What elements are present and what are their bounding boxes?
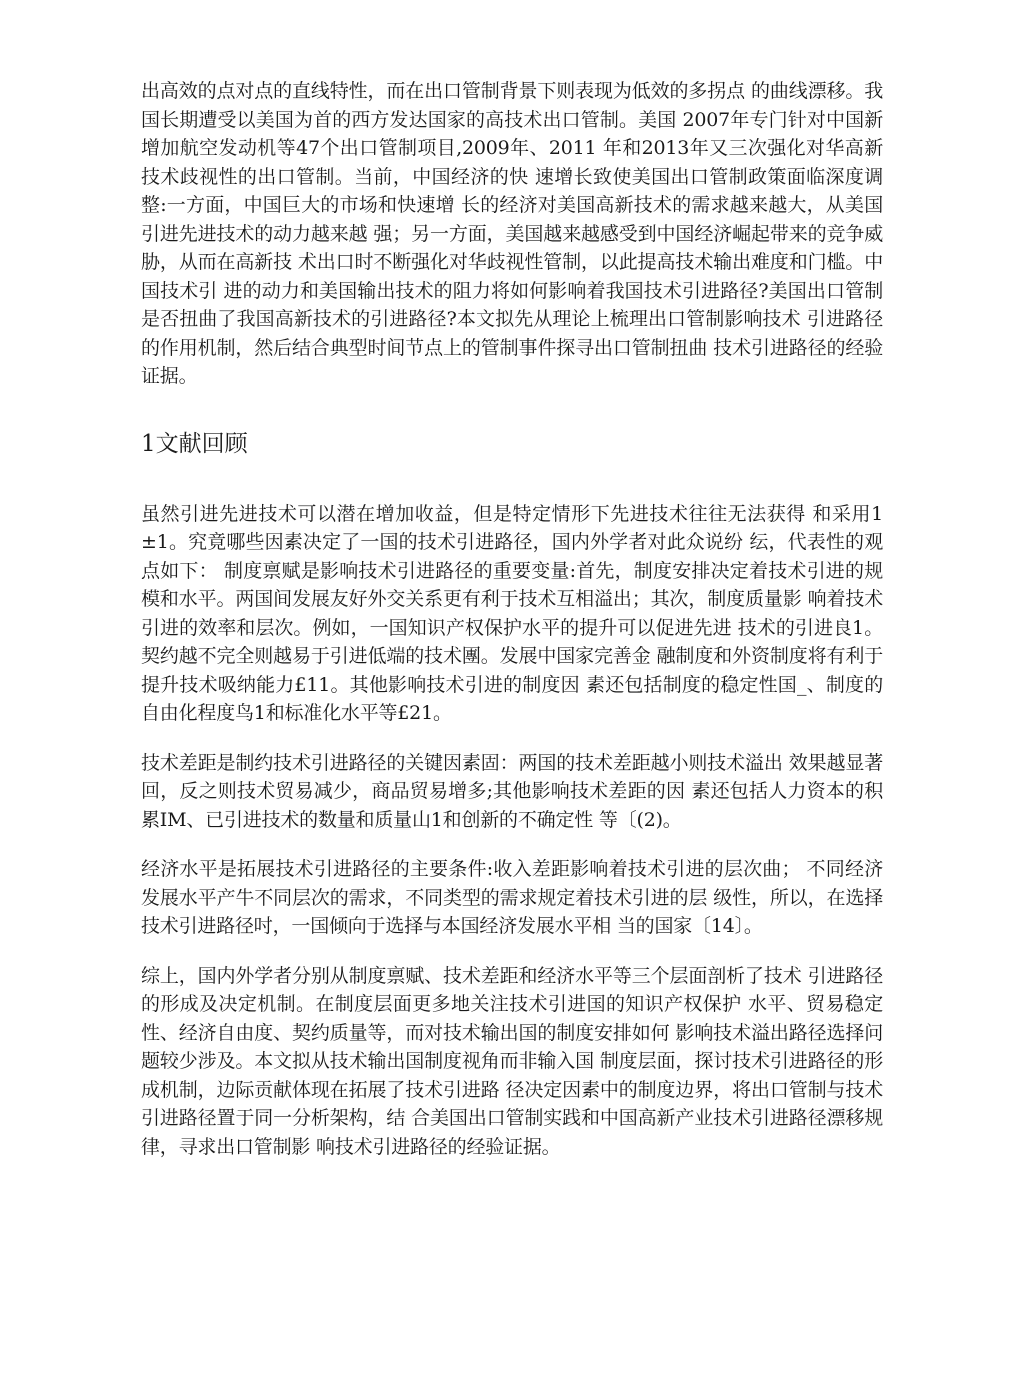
- intro-paragraph: 出高效的点对点的直线特性，而在出口管制背景下则表现为低效的多拐点 的曲线漂移。我国长期遭受以美国为首的西方发达国家的高技术出口管制。美国 2007年专门针对中国新增加航空发动机等47个出口管制项目,2009年、2011 年和2013年又三次强化对华高新技术歧视性的出口管制。当前，中国经济的快 速增长致使美国出口管制政策面临深度调整:一方面，中国巨大的市场和快速增 长的经济对美国高新技术的需求越来越大，从美国引进先进技术的动力越来越 强；另一方面，美国越来越感受到中国经济崛起带来的竞争威胁，从而在高新技 术出口时不断强化对华歧视性管制，以此提高技术输出难度和门槛。中国技术引 进的动力和美国输出技术的阻力将如何影响着我国技术引进路径?美国出口管制 是否扭曲了我国高新技术的引进路径?本文拟先从理论上梳理出口管制影响技术 引进路径的作用机制，然后结合典型时间节点上的管制事件探寻出口管制扭曲 技术引进路径的经验证据。: [141, 80, 883, 387]
- section-heading: 1文献回顾: [141, 430, 248, 457]
- body-paragraph-2: 技术差距是制约技术引进路径的关键因素固：两国的技术差距越小则技术溢出 效果越显著回，反之则技术贸易减少，商品贸易增多;其他影响技术差距的因 素还包括人力资本的积累IM、已引进技术的数量和质量山1和创新的不确定性 等〔(2)。: [141, 751, 883, 831]
- document-page: [141, 77, 883, 1161]
- body-paragraph-1: 虽然引进先进技术可以潜在增加收益，但是特定情形下先进技术往往无法获得 和采用1±1。究竟哪些因素决定了一国的技术引进路径，国内外学者对此众说纷 纭，代表性的观点如下： 制度禀赋是影响技术引进路径的重要变量:首先，制度安排决定着技术引进的规 模和水平。两国间发展友好外交关系更有利于技术互相溢出；其次，制度质量影 响着技术引进的效率和层次。例如，一国知识产权保护水平的提升可以促进先进 技术的引进良1。契约越不完全则越易于引进低端的技术團。发展中国家完善金 融制度和外资制度将有利于提升技术吸纳能力£11。其他影响技术引进的制度因 素还包括制度的稳定性国_、制度的自由化程度鸟1和标准化水平等£21。: [141, 502, 883, 724]
- body-paragraph-4: 综上，国内外学者分别从制度禀赋、技术差距和经济水平等三个层面剖析了技术 引进路径的形成及决定机制。在制度层面更多地关注技术引进国的知识产权保护 水平、贸易稳定性、经济自由度、契约质量等，而对技术输出国的制度安排如何 影响技术溢出路径选择问题较少涉及。本文拟从技术输出国制度视角而非输入国 制度层面，探讨技术引进路径的形成机制，边际贡献体现在拓展了技术引进路 径决定因素中的制度边界，将出口管制与技术引进路径置于同一分析架构，结 合美国出口管制实践和中国高新产业技术引进路径漂移规律，寻求出口管制影 响技术引进路径的经验证据。: [141, 964, 883, 1158]
- body-paragraph-3: 经济水平是拓展技术引进路径的主要条件:收入差距影响着技术引进的层次曲； 不同经济发展水平产牛不同层次的需求，不同类型的需求规定着技术引进的层 级性，所以，在选择技术引进路径吋，一国倾向于选择与本国经济发展水平相 当的国家〔14〕。: [141, 858, 883, 937]
